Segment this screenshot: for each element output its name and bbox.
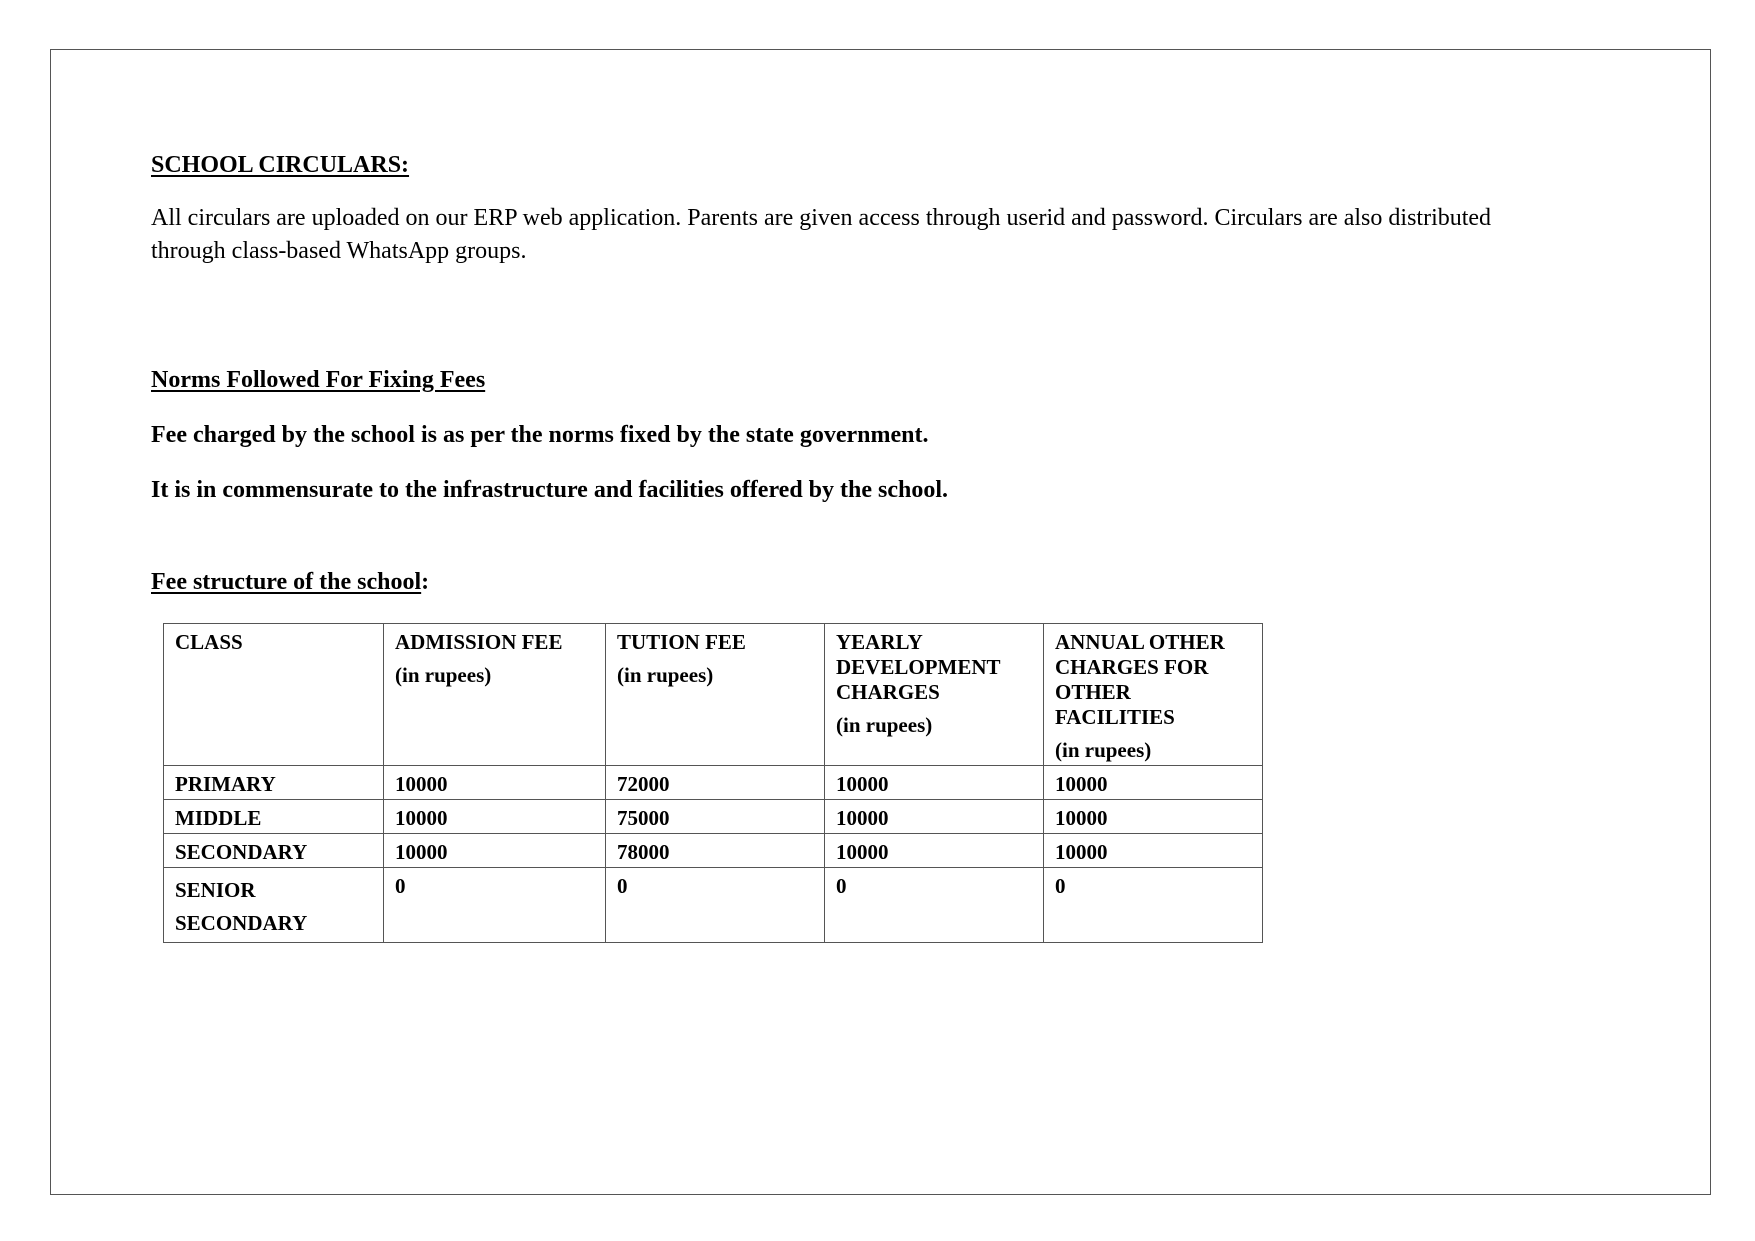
cell-admission: 10000 [384, 766, 606, 800]
cell-other: 10000 [1044, 800, 1263, 834]
cell-other: 10000 [1044, 766, 1263, 800]
fee-structure-heading-colon: : [421, 569, 430, 595]
cell-tution: 0 [606, 868, 825, 943]
document-content [151, 148, 1571, 935]
header-admission-unit: (in rupees) [395, 663, 492, 687]
cell-development: 10000 [825, 834, 1044, 868]
table-row [164, 834, 1263, 868]
cell-admission: 0 [384, 868, 606, 943]
cell-development: 10000 [825, 800, 1044, 834]
fee-structure-heading-text: Fee structure of the school [151, 569, 422, 595]
table-header-row [164, 624, 1263, 766]
norms-line-1: Fee charged by the school is as per the norms fixed by the state government. [151, 422, 929, 448]
header-tution-title: TUTION FEE [617, 630, 746, 654]
norms-line-2: It is in commensurate to the infrastructure and facilities offered by the school. [151, 477, 949, 503]
header-tution-unit: (in rupees) [617, 663, 714, 687]
cell-class: MIDDLE [164, 800, 384, 834]
header-development-unit: (in rupees) [836, 713, 933, 737]
table-row [164, 766, 1263, 800]
cell-tution: 72000 [606, 766, 825, 800]
table-row [164, 868, 1263, 943]
table-row [164, 800, 1263, 834]
cell-class-line-2: SECONDARY [175, 911, 308, 935]
header-tution-fee [606, 624, 825, 766]
header-class-title: CLASS [175, 630, 243, 654]
cell-tution: 78000 [606, 834, 825, 868]
circulars-heading: SCHOOL CIRCULARS: [151, 152, 410, 178]
cell-development: 0 [825, 868, 1044, 943]
cell-development: 10000 [825, 766, 1044, 800]
fee-structure-table [163, 623, 1263, 943]
cell-class [164, 868, 384, 943]
header-other-charges [1044, 624, 1263, 766]
norms-heading: Norms Followed For Fixing Fees [151, 367, 486, 393]
header-development-charges [825, 624, 1044, 766]
header-other-unit: (in rupees) [1055, 738, 1152, 762]
cell-other: 10000 [1044, 834, 1263, 868]
cell-class: SECONDARY [164, 834, 384, 868]
cell-admission: 10000 [384, 800, 606, 834]
cell-class-line-1: SENIOR [175, 878, 256, 902]
cell-other: 0 [1044, 868, 1263, 943]
cell-admission: 10000 [384, 834, 606, 868]
circulars-paragraph: All circulars are uploaded on our ERP web application. Parents are given access through userid and password. Circulars are also distributed through class-based WhatsApp groups. [151, 205, 1492, 264]
header-class [164, 624, 384, 766]
header-admission-fee [384, 624, 606, 766]
header-development-title: YEARLY DEVELOPMENT CHARGES [836, 630, 1001, 704]
fee-structure-heading [151, 565, 429, 599]
header-admission-title: ADMISSION FEE [395, 630, 563, 654]
header-other-title: ANNUAL OTHER CHARGES FOR OTHER FACILITIES [1055, 630, 1225, 729]
cell-class: PRIMARY [164, 766, 384, 800]
cell-tution: 75000 [606, 800, 825, 834]
